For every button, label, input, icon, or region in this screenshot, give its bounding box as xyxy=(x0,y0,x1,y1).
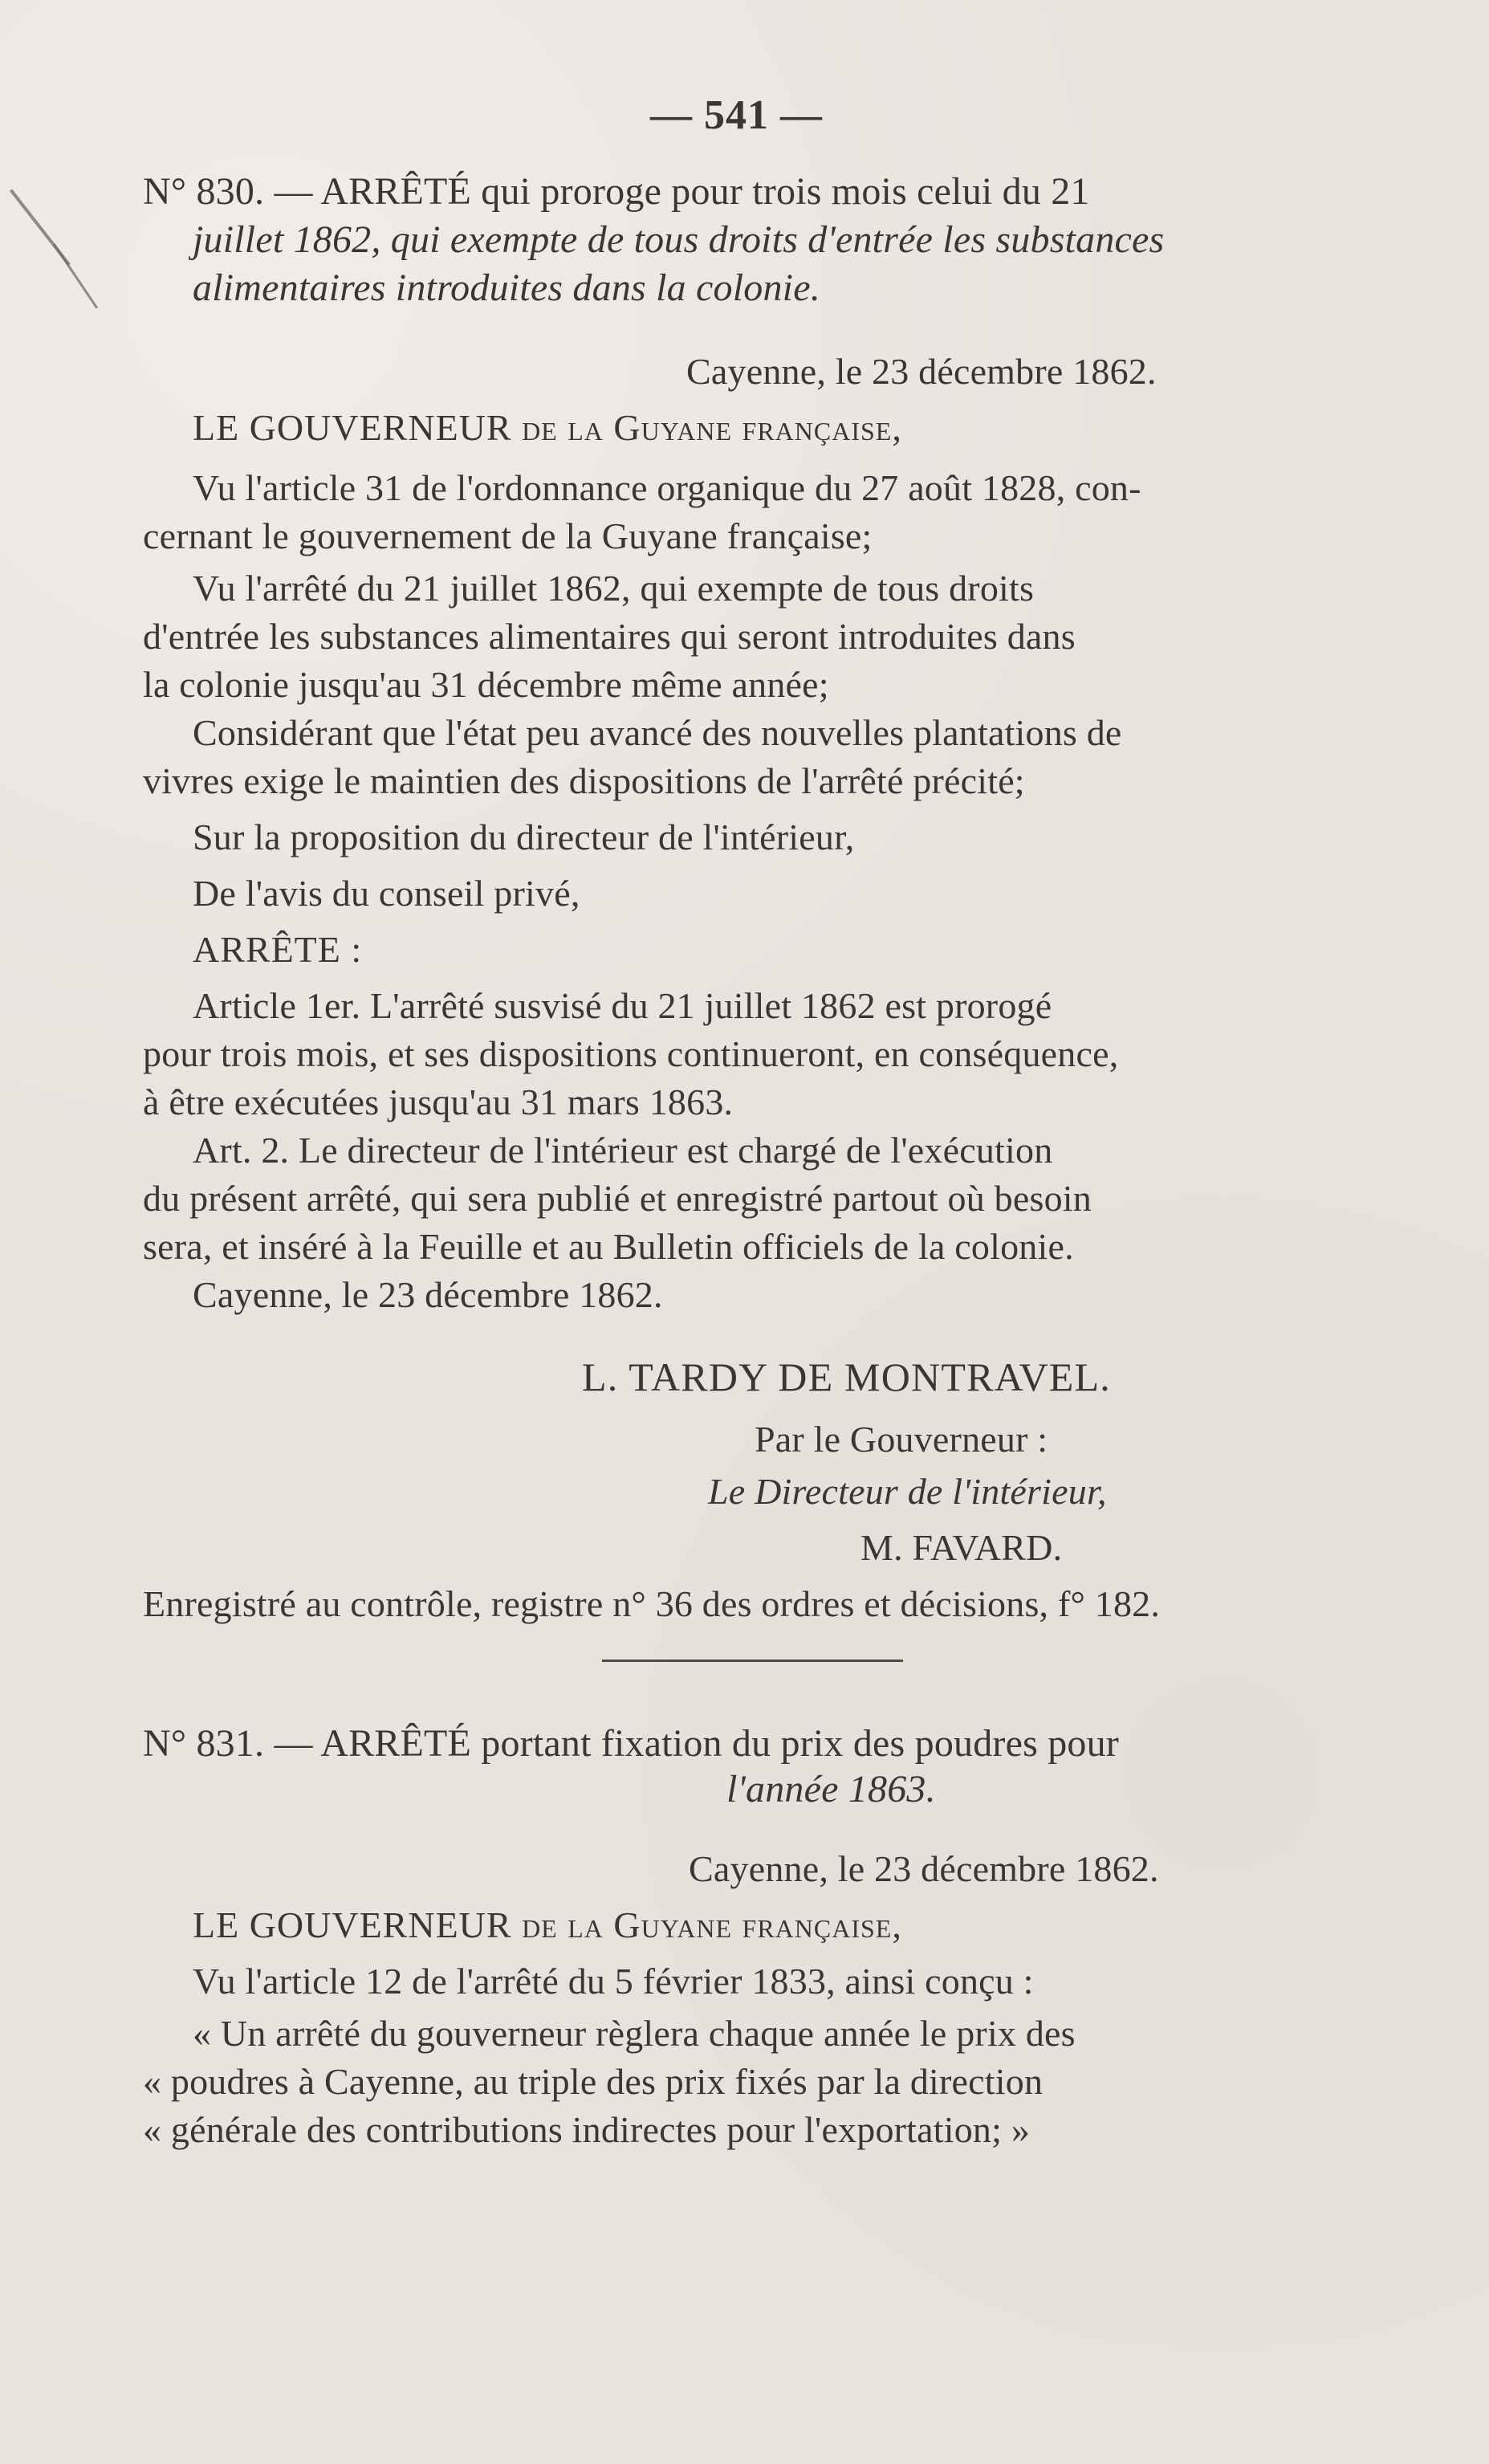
decree-830-body-line: cernant le gouvernement de la Guyane française; xyxy=(143,515,873,556)
decree-831-title-line: l'année 1863. xyxy=(726,1768,936,1810)
decree-830-body-line: Art. 2. Le directeur de l'intérieur est chargé de l'exécution xyxy=(193,1130,1053,1171)
decree-830-body-line: Cayenne, le 23 décembre 1862. xyxy=(193,1274,663,1315)
decree-830-number-line: N° 830. — ARRÊTÉ qui proroge pour trois mois celui du 21 xyxy=(143,170,1090,213)
decree-830-body-line: ARRÊTE : xyxy=(193,929,363,970)
decree-830-body-line: du présent arrêté, qui sera publié et enregistré partout où besoin xyxy=(143,1178,1092,1219)
decree-830-title-line: alimentaires introduites dans la colonie. xyxy=(193,267,820,309)
decree-830-body-line: sera, et inséré à la Feuille et au Bulletin officiels de la colonie. xyxy=(143,1226,1074,1267)
decree-830-body-line: à être exécutées jusqu'au 31 mars 1863. xyxy=(143,1081,734,1122)
decree-831-body-line: Vu l'article 12 de l'arrêté du 5 février 1833, ainsi conçu : xyxy=(193,1961,1034,2002)
section-divider xyxy=(602,1660,903,1662)
decree-831-body-line: « poudres à Cayenne, au triple des prix fixés par la direction xyxy=(143,2061,1044,2102)
decree-830-body-line: LE GOUVERNEUR de la Guyane française, xyxy=(193,407,902,448)
decree-830-title-line: juillet 1862, qui exempte de tous droits d'entrée les substances xyxy=(193,218,1165,261)
decree-830-body-line: Considérant que l'état peu avancé des nouvelles plantations de xyxy=(193,712,1122,753)
signature-authority: Par le Gouverneur : xyxy=(755,1419,1048,1460)
decree-831-date: Cayenne, le 23 décembre 1862. xyxy=(689,1848,1159,1889)
decree-831-body-line: « Un arrêté du gouverneur règlera chaque année le prix des xyxy=(193,2013,1076,2054)
decree-830-body-line: vivres exige le maintien des dispositions de l'arrêté précité; xyxy=(143,760,1025,801)
decree-830-body-line: Article 1er. L'arrêté susvisé du 21 juillet 1862 est prorogé xyxy=(193,985,1052,1026)
decree-830-body-line: De l'avis du conseil privé, xyxy=(193,873,580,914)
decree-831-body-line: LE GOUVERNEUR de la Guyane française, xyxy=(193,1904,902,1945)
signature-title: Le Directeur de l'intérieur, xyxy=(708,1471,1107,1512)
decree-830-body-line: Vu l'article 31 de l'ordonnance organique du 27 août 1828, con- xyxy=(193,467,1141,508)
decree-830-body-line: d'entrée les substances alimentaires qui seront introduites dans xyxy=(143,616,1076,657)
signature-name-secondary: M. FAVARD. xyxy=(860,1527,1063,1568)
decree-830-body-line: Vu l'arrêté du 21 juillet 1862, qui exempte de tous droits xyxy=(193,568,1035,609)
registration-line: Enregistré au contrôle, registre n° 36 des ordres et décisions, f° 182. xyxy=(143,1583,1161,1624)
decree-831-number-line: N° 831. — ARRÊTÉ portant fixation du prix des poudres pour xyxy=(143,1722,1119,1765)
decree-830-date: Cayenne, le 23 décembre 1862. xyxy=(686,351,1157,392)
page-number: — 541 — xyxy=(650,92,823,138)
signature-name: L. TARDY DE MONTRAVEL. xyxy=(582,1354,1111,1399)
decree-830-body-line: pour trois mois, et ses dispositions continueront, en conséquence, xyxy=(143,1033,1119,1074)
margin-mark xyxy=(53,243,98,308)
decree-831-body-line: « générale des contributions indirectes pour l'exportation; » xyxy=(143,2109,1031,2150)
decree-830-body-line: Sur la proposition du directeur de l'intérieur, xyxy=(193,817,855,857)
decree-830-body-line: la colonie jusqu'au 31 décembre même année; xyxy=(143,664,829,705)
